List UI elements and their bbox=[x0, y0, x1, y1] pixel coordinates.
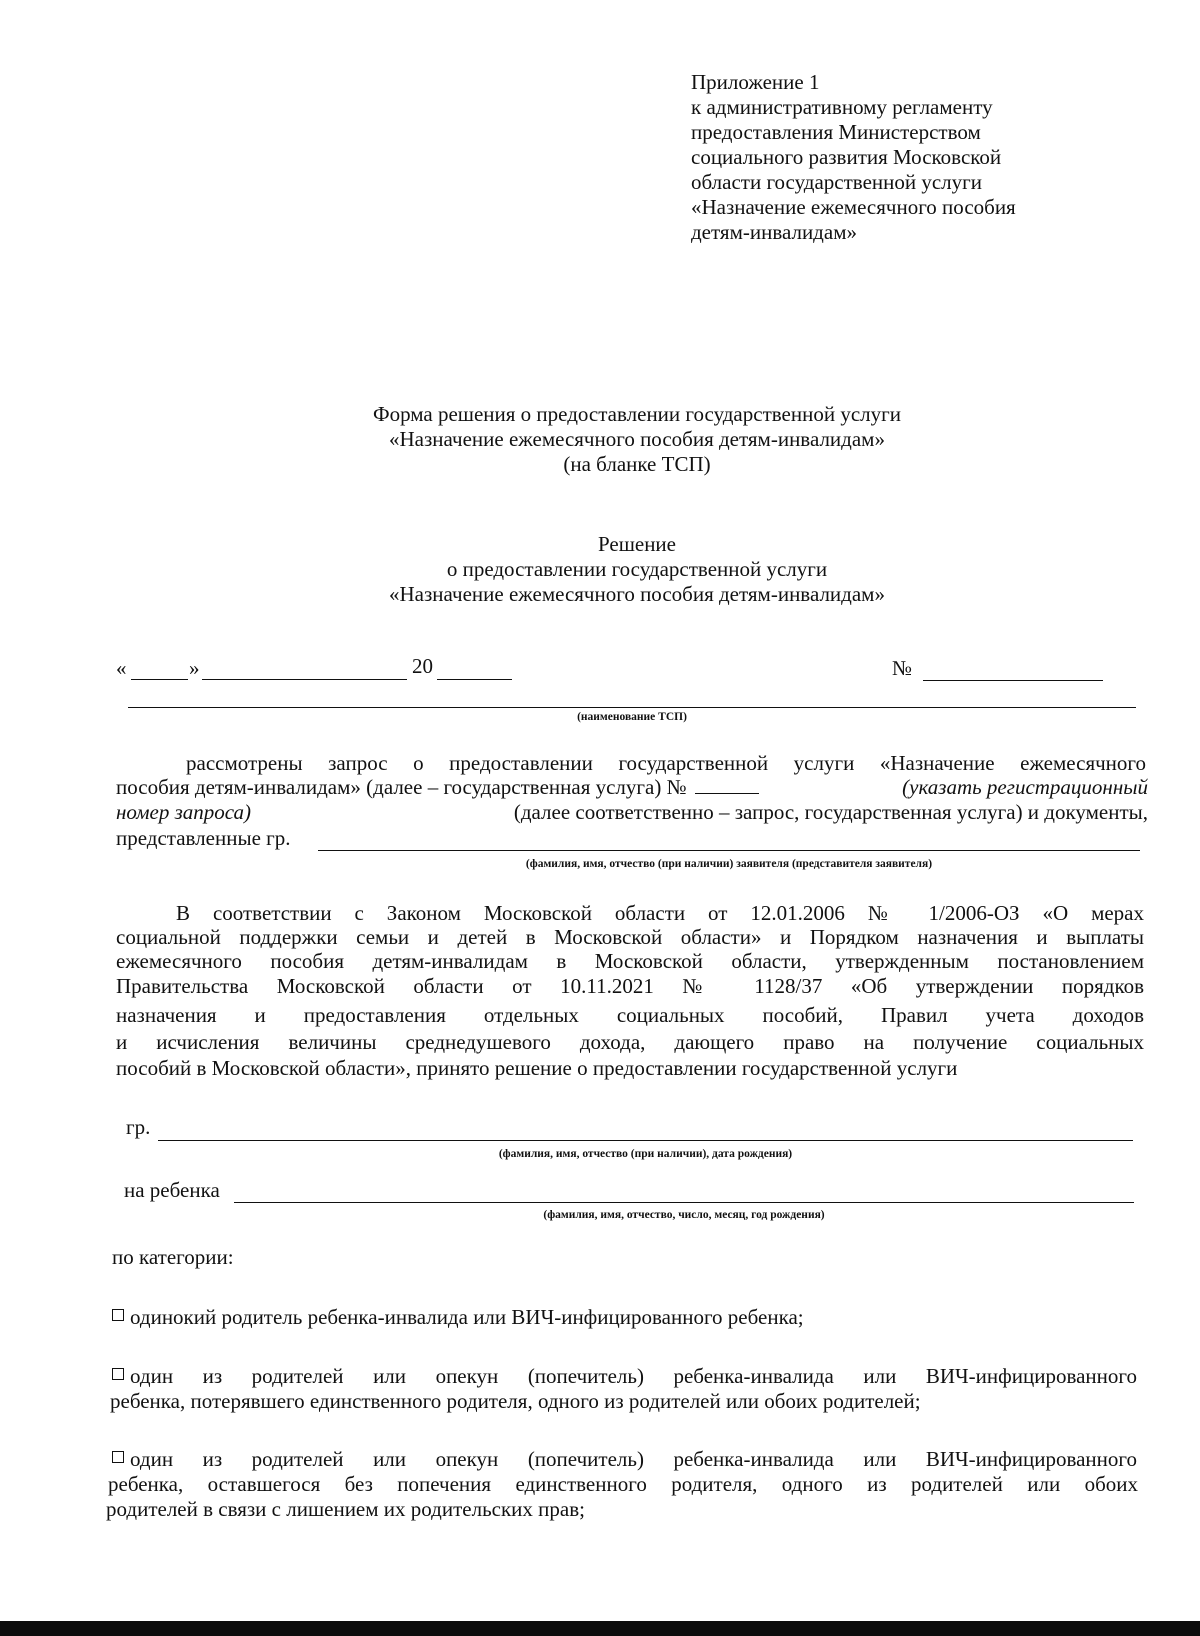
appendix-line: детям-инвалидам» bbox=[691, 220, 857, 244]
paragraph1-italic: номер запроса) bbox=[116, 800, 252, 824]
category-text: одинокий родитель ребенка-инвалида или ВИЧ-инфицированного ребенка; bbox=[130, 1305, 804, 1329]
paragraph2-line: и исчисления величины среднедушевого дохода, дающего право на получение социальных bbox=[116, 1030, 1144, 1054]
date-close-quote: » bbox=[189, 656, 200, 680]
child-name-field[interactable] bbox=[234, 1182, 1134, 1203]
form-title bbox=[0, 402, 1200, 477]
citizen-caption: (фамилия, имя, отчество (при наличии), дата рождения) bbox=[498, 1148, 793, 1160]
paragraph2-line: назначения и предоставления отдельных социальных пособий, Правил учета доходов bbox=[116, 1003, 1144, 1027]
appendix-line: к административному регламенту bbox=[691, 95, 993, 119]
form-title-line: (на бланке ТСП) bbox=[563, 452, 711, 476]
paragraph1-text: (далее соответственно – запрос, государственная услуга) и документы, bbox=[513, 800, 1148, 824]
checkbox-icon[interactable] bbox=[112, 1309, 124, 1321]
citizen-label: гр. bbox=[126, 1115, 151, 1139]
form-title-line: «Назначение ежемесячного пособия детям-инвалидам» bbox=[389, 427, 885, 451]
applicant-name-field[interactable] bbox=[318, 828, 1140, 851]
number-label: № bbox=[892, 656, 913, 680]
decision-title-line: Решение bbox=[597, 532, 676, 556]
paragraph2-line: пособий в Московской области», принято решение о предоставлении государственной услуги bbox=[116, 1056, 958, 1080]
decision-number-field[interactable] bbox=[923, 658, 1103, 681]
paragraph1-italic: (указать регистрационный bbox=[902, 775, 1148, 799]
appendix-line: «Назначение ежемесячного пособия bbox=[691, 195, 1016, 219]
paragraph1-text: пособия детям-инвалидам» (далее – государственная услуга) № bbox=[116, 775, 687, 799]
tsp-name-field[interactable] bbox=[128, 681, 1136, 708]
tsp-caption: (наименование ТСП) bbox=[577, 711, 687, 723]
child-label: на ребенка bbox=[124, 1178, 220, 1202]
decision-title bbox=[0, 532, 1200, 607]
category-option-2[interactable] bbox=[112, 1364, 1137, 1389]
paragraph2-line: Правительства Московской области от 10.11.2021 № 1128/37 «Об утверждении порядков bbox=[116, 974, 1144, 998]
decision-title-line: о предоставлении государственной услуги bbox=[446, 557, 828, 581]
category-label: по категории: bbox=[112, 1245, 234, 1269]
appendix-line: Приложение 1 bbox=[691, 70, 820, 94]
date-year-field[interactable] bbox=[437, 657, 512, 680]
paragraph1-line3 bbox=[116, 800, 1148, 825]
date-month-field[interactable] bbox=[202, 657, 407, 680]
applicant-caption: (фамилия, имя, отчество (при наличии) заявителя (представителя заявителя) bbox=[525, 858, 933, 870]
appendix-line: области государственной услуги bbox=[691, 170, 983, 194]
category-option-1[interactable] bbox=[112, 1305, 1142, 1330]
category-text: родителей в связи с лишением их родительских прав; bbox=[106, 1497, 585, 1521]
form-title-line: Форма решения о предоставлении государственной услуги bbox=[373, 402, 901, 426]
appendix-header bbox=[691, 70, 1111, 245]
citizen-name-field[interactable] bbox=[158, 1120, 1133, 1141]
category-text: один из родителей или опекун (попечитель) ребенка-инвалида или ВИЧ-инфицированного bbox=[130, 1364, 1137, 1388]
appendix-line: предоставления Министерством bbox=[691, 120, 981, 144]
decision-title-line: «Назначение ежемесячного пособия детям-инвалидам» bbox=[389, 582, 885, 606]
paragraph1-line: представленные гр. bbox=[116, 826, 291, 850]
category-option-3[interactable] bbox=[112, 1447, 1137, 1472]
paragraph1-line2 bbox=[116, 775, 1148, 800]
date-year-prefix: 20 bbox=[412, 654, 433, 678]
appendix-line: социального развития Московской bbox=[691, 145, 1002, 169]
checkbox-icon[interactable] bbox=[112, 1368, 124, 1380]
paragraph1-line: рассмотрены запрос о предоставлении государственной услуги «Назначение ежемесячного bbox=[186, 751, 1146, 775]
child-caption: (фамилия, имя, отчество, число, месяц, год рождения) bbox=[543, 1209, 825, 1221]
date-open-quote: « bbox=[116, 656, 127, 680]
paragraph2-line: ежемесячного пособия детям-инвалидам в Московской области, утвержденным постановлением bbox=[116, 949, 1144, 973]
category-text: ребенка, потерявшего единственного родителя, одного из родителей или обоих родителей; bbox=[110, 1389, 921, 1413]
paragraph2-line: В соответствии с Законом Московской области от 12.01.2006 № 1/2006-ОЗ «О мерах bbox=[176, 901, 1144, 925]
paragraph2-line: социальной поддержки семьи и детей в Московской области» и Порядком назначения и выплаты bbox=[116, 925, 1144, 949]
category-text: один из родителей или опекун (попечитель) ребенка-инвалида или ВИЧ-инфицированного bbox=[130, 1447, 1137, 1471]
checkbox-icon[interactable] bbox=[112, 1451, 124, 1463]
request-number-field[interactable] bbox=[695, 775, 759, 794]
scan-edge-bar bbox=[0, 1621, 1200, 1636]
category-text: ребенка, оставшегося без попечения единственного родителя, одного из родителей или обоих bbox=[108, 1472, 1138, 1496]
date-day-field[interactable] bbox=[131, 657, 188, 680]
